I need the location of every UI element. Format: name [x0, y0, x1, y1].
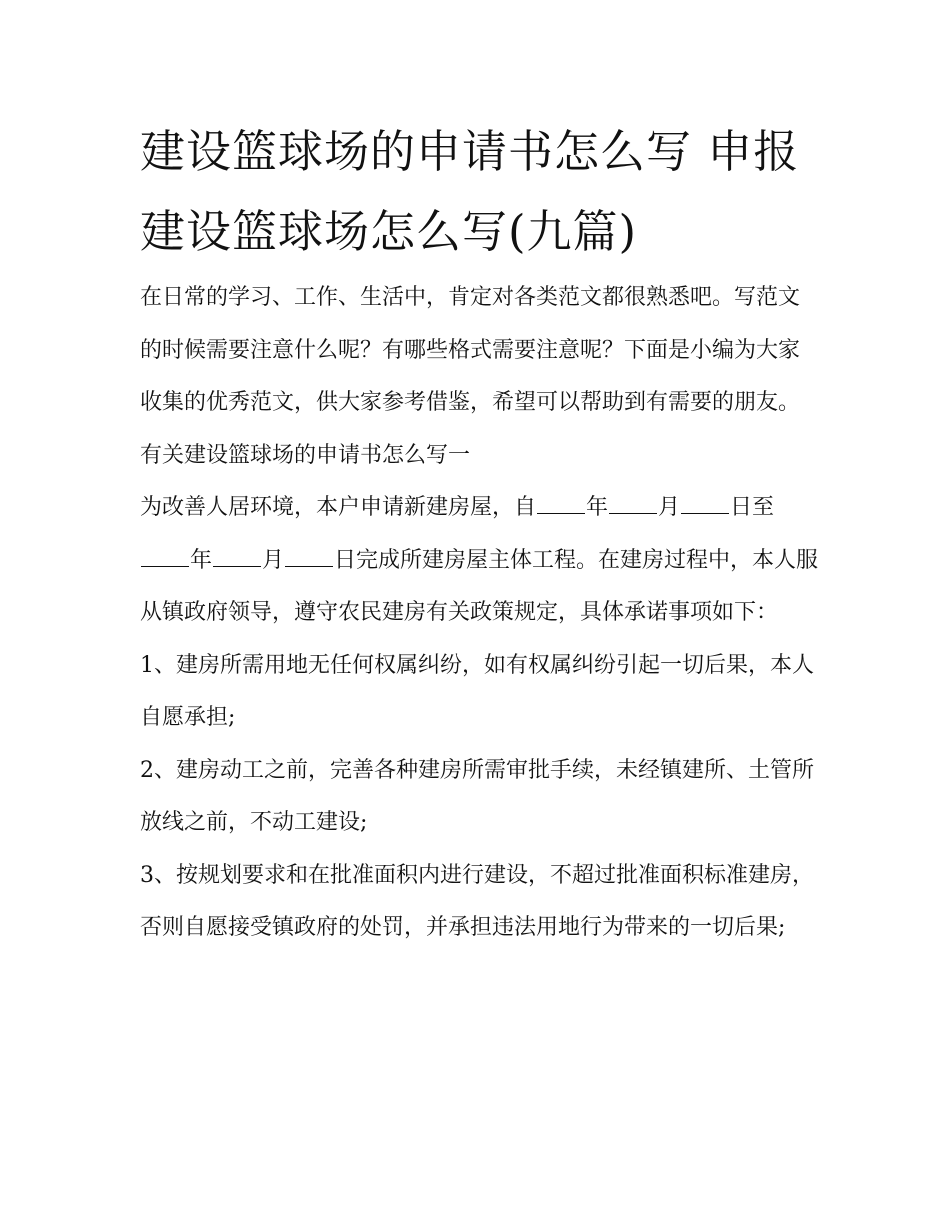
label-year: 年 — [586, 495, 609, 520]
blank-end-month — [213, 544, 261, 567]
label-year-end: 年 — [190, 547, 213, 573]
section-heading: 有关建设篮球场的申请书怎么写一 — [140, 442, 471, 468]
blank-start-month — [609, 491, 657, 514]
document-title: 建设篮球场的申请书怎么写 申报建设篮球场怎么写(九篇) — [140, 125, 800, 258]
list-item: 2、建房动工之前，完善各种建房所需审批手续，未经镇建所、土管所放线之前，不动工建设; — [140, 757, 814, 835]
label-day-to: 日至 — [730, 495, 775, 520]
pledge-text-start: 为改善人居环境，本户申请新建房屋，自 — [140, 495, 537, 520]
pledge-text-end: 日完成所建房屋主体工程。在建房过程中，本人服从镇政府领导，遵守农民建房有关政策规定，具体承诺事项如下： — [140, 547, 819, 625]
blank-end-day — [285, 544, 333, 567]
blank-end-year — [141, 544, 189, 567]
blank-start-day — [681, 491, 729, 514]
label-month: 月 — [658, 495, 681, 520]
pledge-paragraph — [140, 482, 820, 640]
intro-paragraph: 在日常的学习、工作、生活中，肯定对各类范文都很熟悉吧。写范文的时候需要注意什么呢？有哪些格式需要注意呢？下面是小编为大家收集的优秀范文，供大家参考借鉴，希望可以帮助到有需要的朋友。 — [140, 285, 801, 415]
document-body — [140, 272, 820, 955]
list-item: 3、按规划要求和在批准面积内进行建设，不超过批准面积标准建房，否则自愿接受镇政府的处罚，并承担违法用地行为带来的一切后果; — [140, 862, 814, 940]
blank-start-year — [537, 491, 585, 514]
list-item: 1、建房所需用地无任何权属纠纷，如有权属纠纷引起一切后果，本人自愿承担; — [140, 652, 814, 730]
label-month-end: 月 — [262, 547, 285, 573]
